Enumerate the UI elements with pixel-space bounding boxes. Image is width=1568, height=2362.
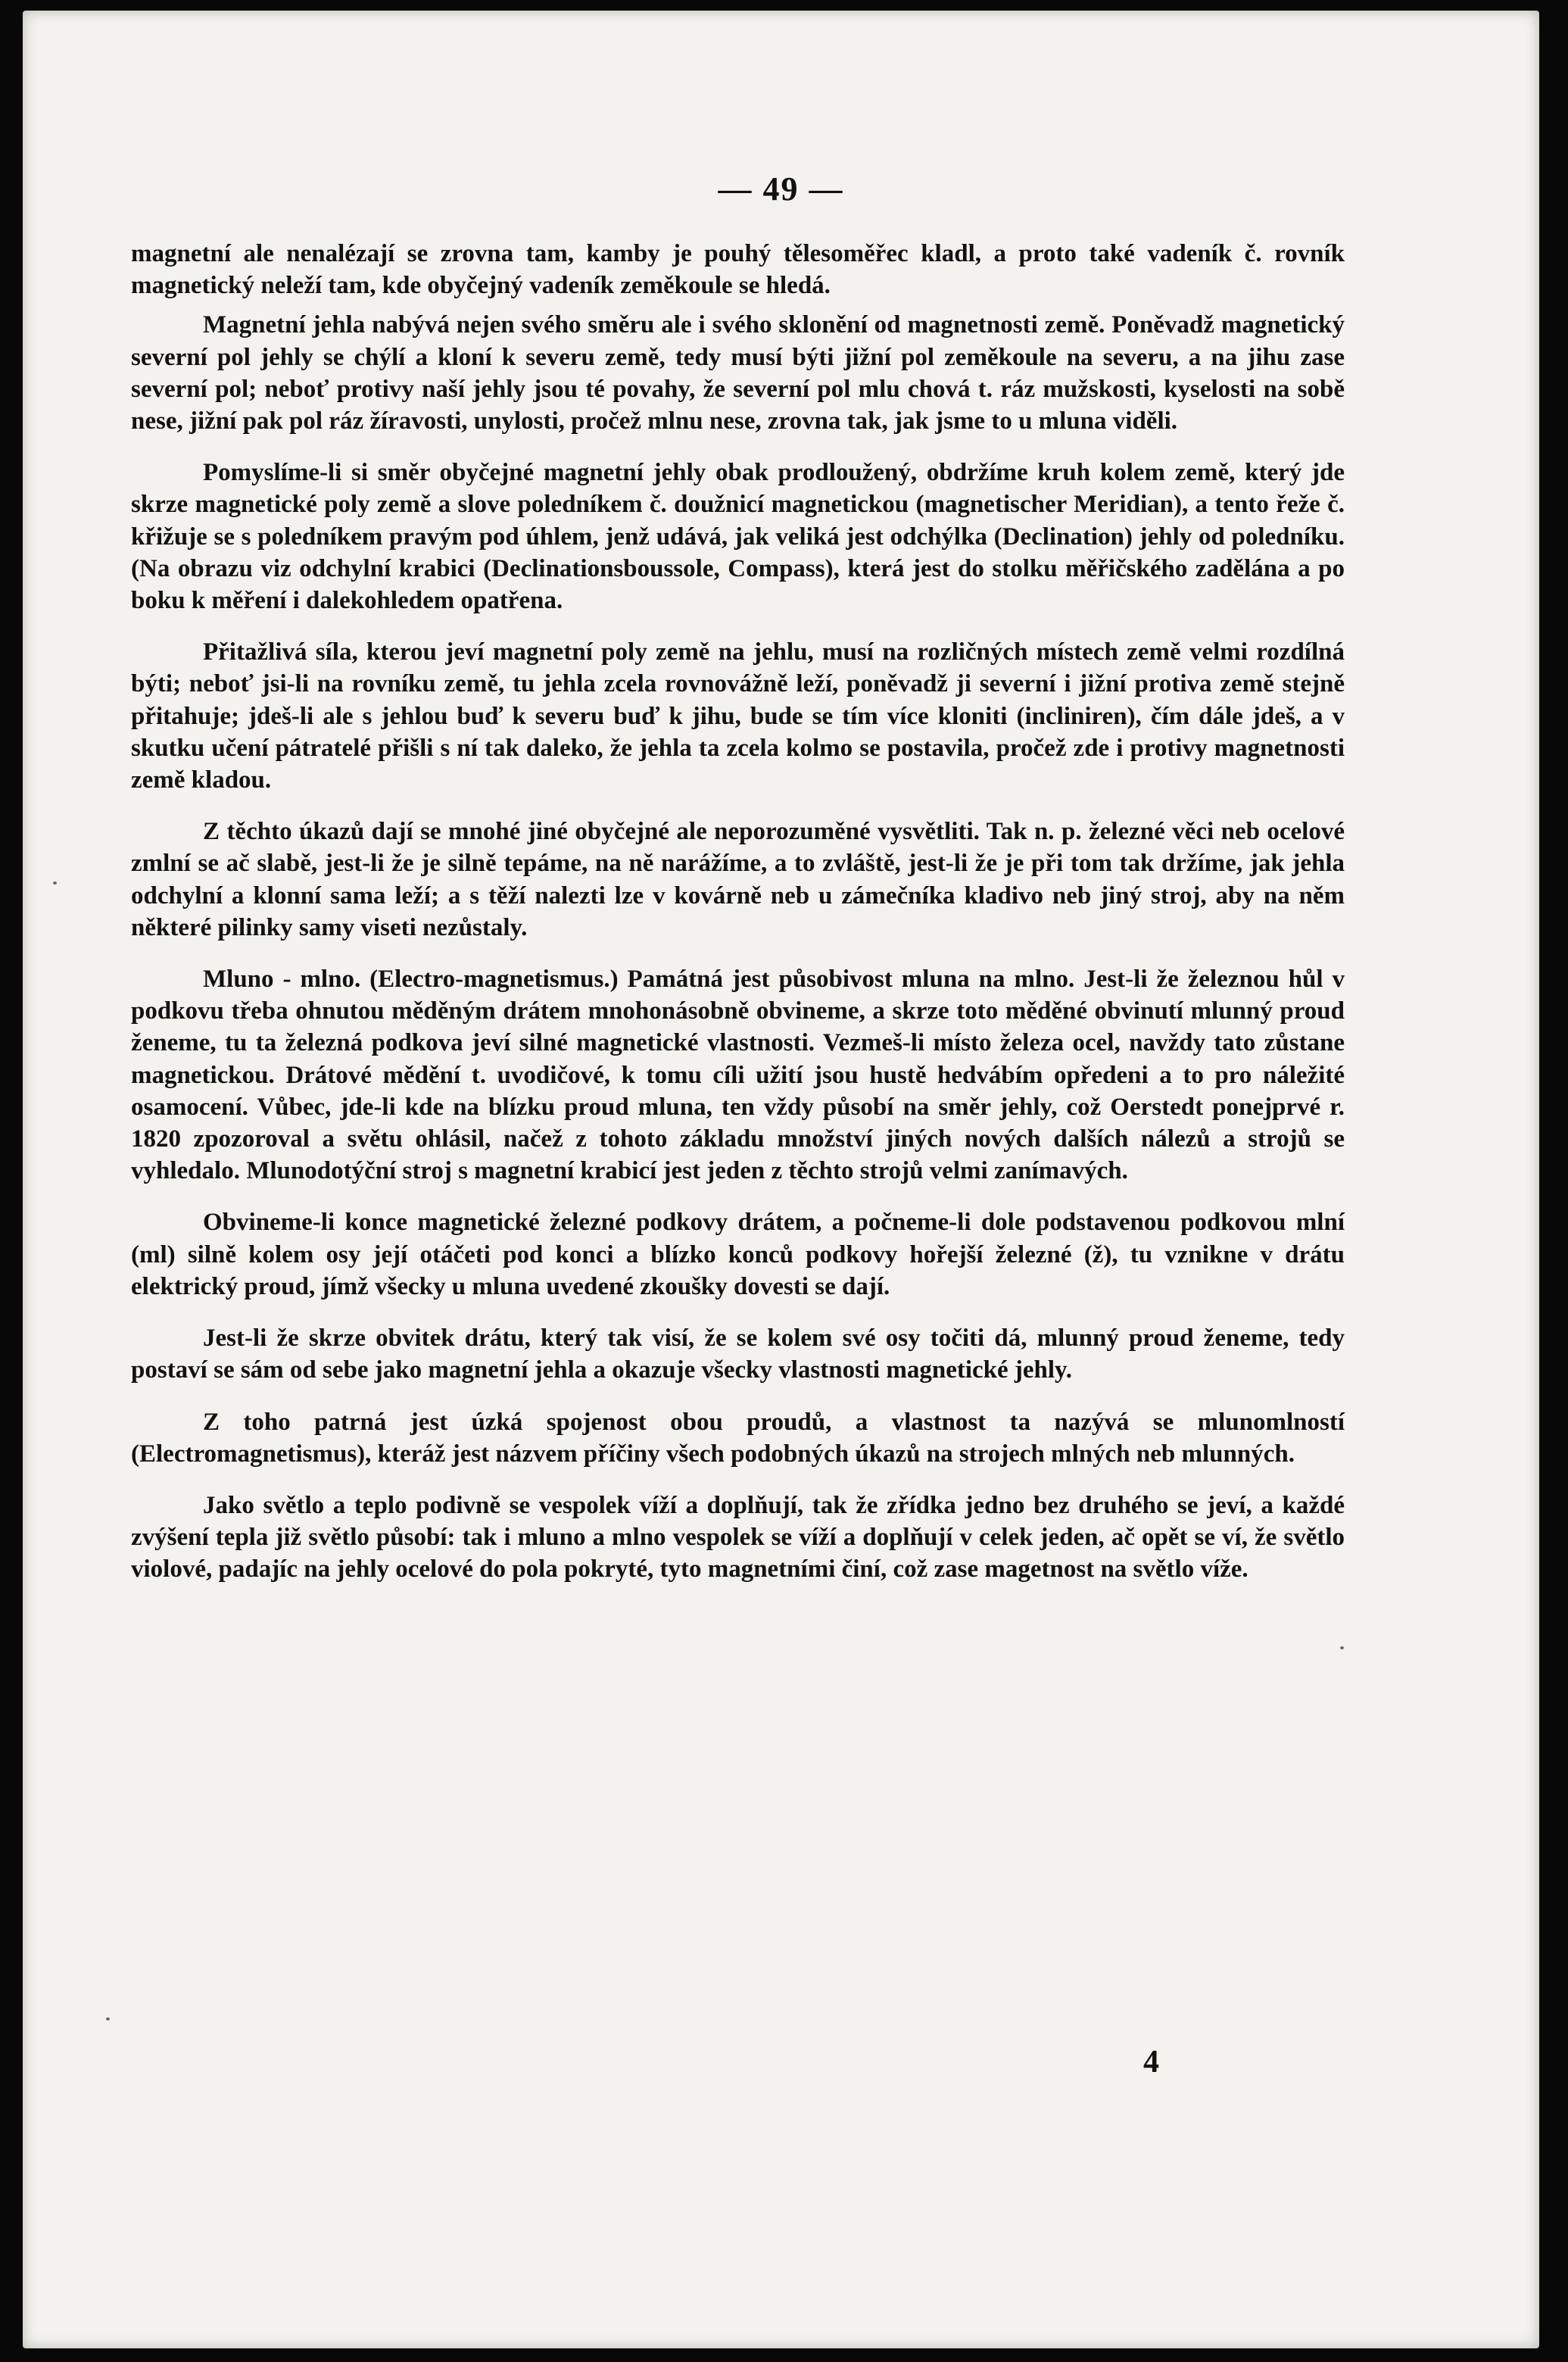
paragraph-8: Jest-li že skrze obvitek drátu, který tak visí, že se kolem své osy točiti dá, mlunný proud ženeme, tedy postaví se sám od sebe jako magnetní jehla a okazuje všecky vlastnosti magnetické jehly. — [131, 1325, 1345, 1384]
paragraph-2: Magnetní jehla nabývá nejen svého směru ale i svého sklonění od magnetnosti země. Poněvadž magnetický severní pol jehly se chýlí a kloní k severu země, tedy musí býti jižní pol zeměkoule na severu, a na jihu zase severní pol; neboť protivy naší jehly jsou té povahy, že severní pol mlu chová t. ráz mužskosti, kyselosti na sobě nese, jižní pak pol ráz žíravosti, unylosti, pročež mlnu nese, zrovna tak, jak jsme to u mluna viděli. — [131, 311, 1345, 435]
paragraph-6: Mluno - mlno. (Electro-magnetismus.) Památná jest působivost mluna na mlno. Jest-li že železnou hůl v podkovu třeba ohnutou měděným drátem mnohonásobně obvineme, a skrze toto měděné obvinutí mlunný proud ženeme, tu ta železná podkova jeví silné magnetické vlastnosti. Vezmeš-li místo železa ocel, navždy tato zůstane magnetickou. Drátové mědění t. uvodičové, k tomu cíli užití jsou hustě hedvábím opředeni a to pro náležité osamocení. Vůbec, jde-li kde na blízku proud mluna, ten vždy působí na směr jehly, což Oerstedt ponejprvé r. 1820 zpozoroval a světu ohlásil, načež z tohoto základu množství jiných nových dalších nálezů a strojů se vyhledalo. Mlunodotýční stroj s magnetní krabicí jest jeden z těchto strojů velmi zanímavých. — [131, 966, 1345, 1185]
paper-speck — [106, 2017, 110, 2020]
paragraph-1: magnetní ale nenalézají se zrovna tam, kamby je pouhý tělesoměřec kladl, a proto také vadeník č. rovník magnetický neleží tam, kde obyčejný vadeník zeměkoule se hledá. — [131, 240, 1345, 300]
paper-speck — [1340, 1646, 1344, 1649]
paragraph-3: Pomyslíme-li si směr obyčejné magnetní jehly obak prodloužený, obdržíme kruh kolem země, který jde skrze magnetické poly země a slove poledníkem č. doužnicí magnetickou (magnetischer Meridian), a tento řeže č. křižuje se s poledníkem pravým pod úhlem, jenž udává, jak veliká jest odchýlka (Declination) jehly od poledníku. (Na obrazu viz odchylní krabici (Declinationsboussole, Compass), která jest do stolku měřičského zadělána a po boku k měření i dalekohledem opatřena. — [131, 459, 1345, 615]
body-text — [131, 238, 1345, 1605]
paragraph-7: Obvineme-li konce magnetické železné podkovy drátem, a počneme-li dole podstavenou podkovou mlní (ml) silně kolem osy její otáčeti pod konci a blízko konců podkovy hořejší železné (ž), tu vznikne v drátu elektrický proud, jímž všecky u mluna uvedené zkoušky dovesti se dají. — [131, 1209, 1345, 1300]
page-number-header: — 49 — — [718, 170, 844, 207]
paragraph-9: Z toho patrná jest úzká spojenost obou proudů, a vlastnost ta nazývá se mlunomlností (Electromagnetismus), kteráž jest názvem příčiny všech podobných úkazů na strojech mlných neb mlunných. — [131, 1408, 1345, 1468]
book-page — [23, 11, 1539, 2348]
paper-speck — [53, 881, 57, 885]
paragraph-4: Přitažlivá síla, kterou jeví magnetní poly země na jehlu, musí na rozličných místech země velmi rozdílná býti; neboť jsi-li na rovníku země, tu jehla zcela rovnovážně leží, poněvadž ji severní i jižní protiva země stejně přitahuje; jdeš-li ale s jehlou buď k severu buď k jihu, bude se tím více kloniti (incliniren), čím dále jdeš, a v skutku učení pátratelé přišli s ní tak daleko, že jehla ta zcela kolmo se postavila, pročež zde i protivy magnetnosti země kladou. — [131, 638, 1345, 794]
signature-mark: 4 — [1143, 2045, 1159, 2080]
paragraph-10: Jako světlo a teplo podivně se vespolek víží a doplňují, tak že zřídka jedno bez druhého se jeví, a každé zvýšení tepla již světlo působí: tak i mluno a mlno vespolek se víží a doplňují v celek jeden, ač opět se ví, že světlo violové, padajíc na jehly ocelové do pola pokryté, tyto magnetními činí, což zase magetnost na světlo víže. — [131, 1491, 1345, 1584]
paragraph-5: Z těchto úkazů dají se mnohé jiné obyčejné ale neporozuměné vysvětliti. Tak n. p. železné věci neb ocelové zmlní se ač slabě, jest-li že je silně tepáme, na ně narážíme, a to zvláště, jest-li že je při tom tak držíme, jak jehla odchylní a klonní sama leží; a s těží nalezti lze v kovárně neb u zámečníka kladivo neb jiný stroj, aby na něm některé pilinky samy viseti nezůstaly. — [131, 818, 1345, 941]
